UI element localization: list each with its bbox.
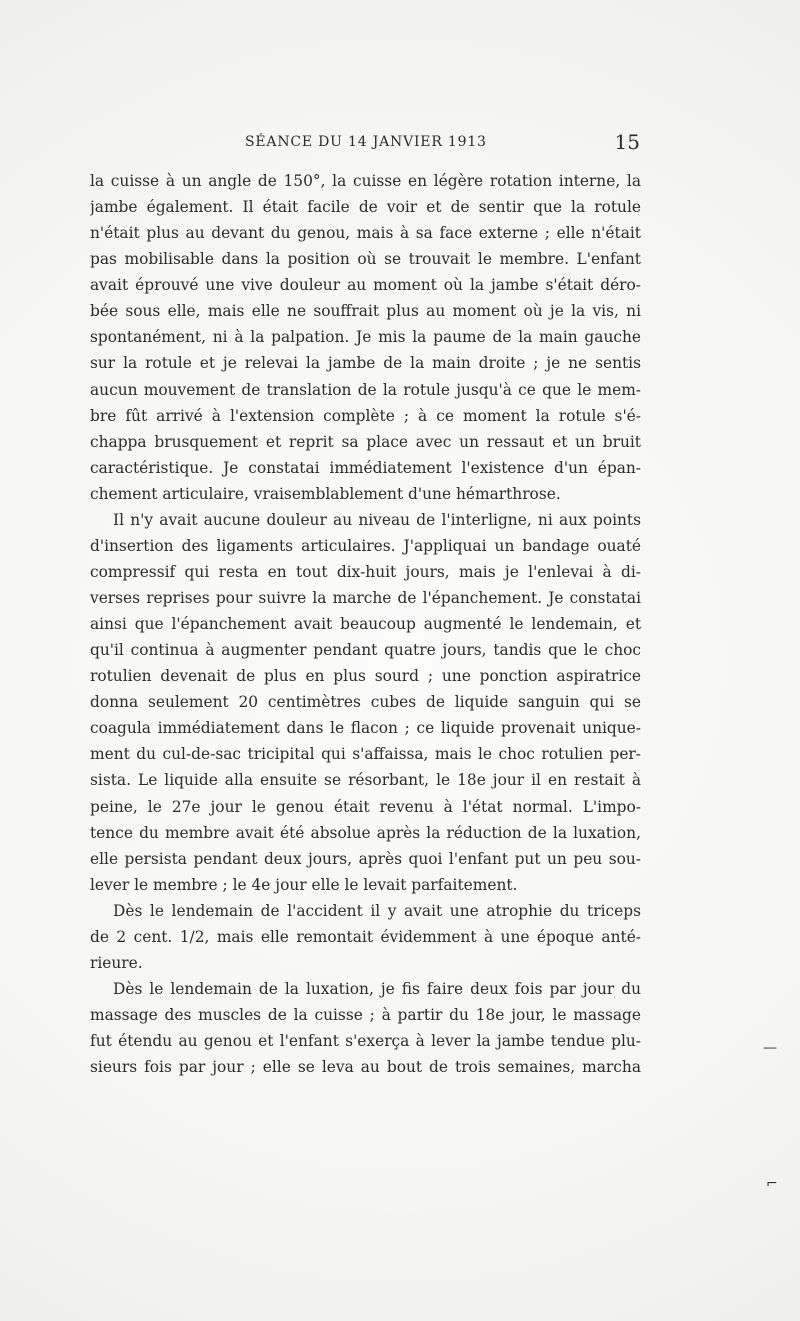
running-head: SÉANCE DU 14 JANVIER 1913 [245,134,487,150]
text-line: donna seulement 20 centimètres cubes de liquide sanguin qui se [90,693,641,712]
margin-mark: ⌐ [766,1176,778,1192]
text-line: bée sous elle, mais elle ne souffrait plus au moment où je la vis, ni [90,302,641,321]
text-line: fut étendu au genou et l'enfant s'exerça à lever la jambe tendue plu- [90,1032,641,1051]
text-line: lever le membre ; le 4e jour elle le levait parfaitement. [90,875,518,894]
text-line: verses reprises pour suivre la marche de l'épanchement. Je constatai [90,589,641,607]
text-line: sista. Le liquide alla ensuite se résorbant, le 18e jour il en restait à [90,771,641,790]
text-line: d'insertion des ligaments articulaires. J'appliquai un bandage ouaté [90,536,641,555]
text-line: tence du membre avait été absolue après la réduction de la luxation, [90,823,641,842]
text-line: compressif qui resta en tout dix-huit jours, mais je l'enlevai à di- [90,562,641,581]
body-text [90,168,641,1080]
text-line: elle persista pendant deux jours, après quoi l'enfant put un peu sou- [90,849,641,868]
paragraph-first-line: Dès le lendemain de l'accident il y avait une atrophie du triceps [113,901,641,920]
text-line: coagula immédiatement dans le flacon ; ce liquide provenait unique- [90,719,641,738]
text-line: chappa brusquement et reprit sa place avec un ressaut et un bruit [90,432,641,451]
text-line: ment du cul-de-sac tricipital qui s'affaissa, mais le choc rotulien per- [90,745,641,764]
text-line: avait éprouvé une vive douleur au moment où la jambe s'était déro- [90,276,641,295]
text-line: sur la rotule et je relevai la jambe de la main droite ; je ne sentis [90,354,641,373]
page-number: 15 [614,130,640,154]
text-line: massage des muscles de la cuisse ; à partir du 18e jour, le massage [90,1006,641,1024]
page-header [245,130,640,154]
text-line: de 2 cent. 1/2, mais elle remontait évidemment à une époque anté- [90,927,641,946]
paragraph-first-line: Il n'y avait aucune douleur au niveau de l'interligne, ni aux points [113,510,641,529]
text-line: sieurs fois par jour ; elle se leva au bout de trois semaines, marcha [90,1058,641,1077]
text-line: rotulien devenait de plus en plus sourd ; une ponction aspiratrice [90,667,641,686]
text-line: ainsi que l'épanchement avait beaucoup augmenté le lendemain, et [90,615,641,634]
text-line: chement articulaire, vraisemblablement d'une hémarthrose. [90,484,561,503]
text-line: bre fût arrivé à l'extension complète ; à ce moment la rotule s'é- [90,406,641,425]
text-line: n'était plus au devant du genou, mais à sa face externe ; elle n'était [90,224,641,243]
text-line: rieure. [90,953,143,972]
text-line: caractéristique. Je constatai immédiatement l'existence d'un épan- [90,458,641,477]
text-line: peine, le 27e jour le genou était revenu à l'état normal. L'impo- [90,797,641,816]
text-line: pas mobilisable dans la position où se trouvait le membre. L'enfant [90,250,641,269]
text-line: la cuisse à un angle de 150°, la cuisse en légère rotation interne, la [90,172,641,190]
text-line: jambe également. Il était facile de voir et de sentir que la rotule [90,198,641,217]
text-line: aucun mouvement de translation de la rotule jusqu'à ce que le mem- [90,380,641,399]
margin-mark: — [763,1040,777,1056]
paragraph-first-line: Dès le lendemain de la luxation, je fis faire deux fois par jour du [113,979,641,998]
text-line: spontanément, ni à la palpation. Je mis la paume de la main gauche [90,328,641,347]
text-line: qu'il continua à augmenter pendant quatre jours, tandis que le choc [90,641,641,660]
